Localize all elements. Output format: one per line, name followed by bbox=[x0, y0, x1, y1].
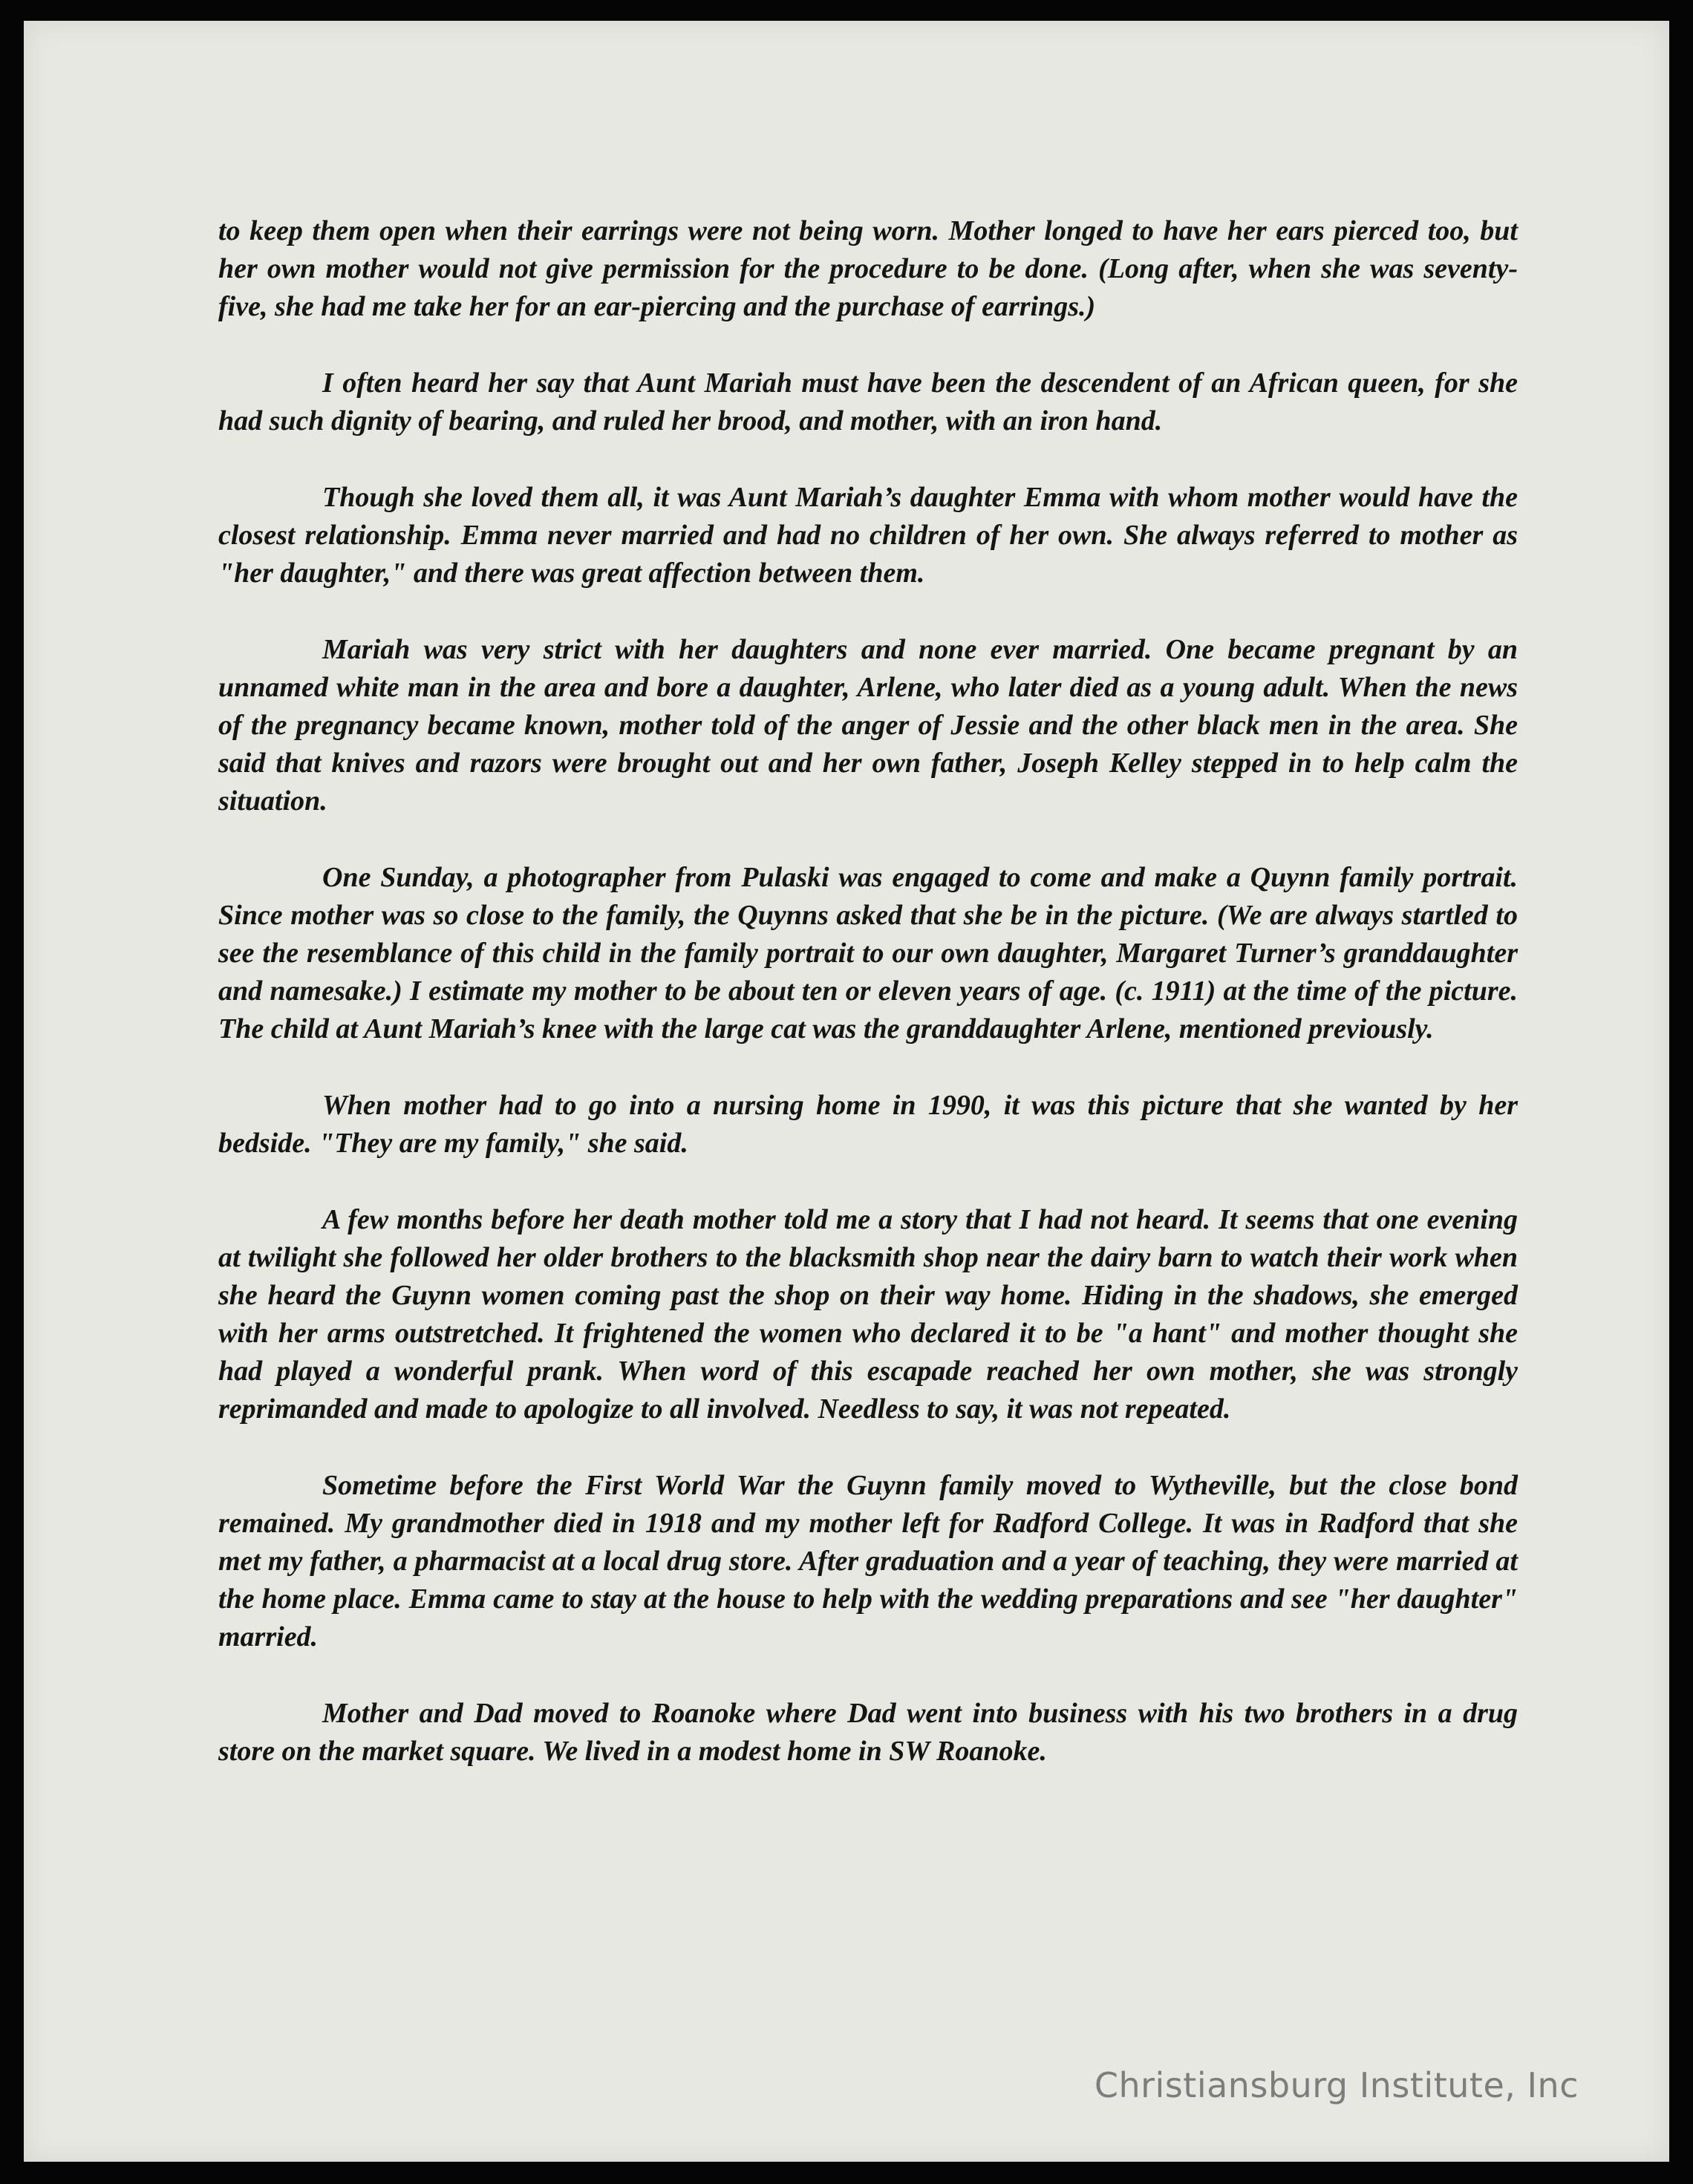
watermark-text: Christiansburg Institute, Inc bbox=[1094, 2065, 1579, 2105]
paragraph-7: A few months before her death mother told me a story that I had not heard. It seems that one evening at twilight she followed her older brothers to the blacksmith shop near the dairy barn to watch their work when she heard the Guynn women coming past the shop on their way home. Hiding in the shadows, she emerged with her arms outstretched. It frightened the women who declared it to be "a hant" and mother thought she had played a wonderful prank. When word of this escapade reached her own mother, she was strongly reprimanded and made to apologize to all involved. Needless to say, it was not repeated. bbox=[218, 1204, 1518, 1425]
paragraph-3: Though she loved them all, it was Aunt Mariah’s daughter Emma with whom mother would have the closest relationship. Emma never married and had no children of her own. She always referred to mother as "her daughter," and there was great affection between them. bbox=[218, 482, 1518, 589]
document-body bbox=[218, 212, 1518, 1809]
paragraph-6: When mother had to go into a nursing home in 1990, it was this picture that she wanted by her bedside. "They are my family," she said. bbox=[218, 1090, 1518, 1159]
paragraph-5: One Sunday, a photographer from Pulaski was engaged to come and make a Quynn family portrait. Since mother was so close to the family, the Quynns asked that she be in the picture. (We are always startled to see the resemblance of this child in the family portrait to our own daughter, Margaret Turner’s granddaughter and namesake.) I estimate my mother to be about ten or eleven years of age. (c. 1911) at the time of the picture. The child at Aunt Mariah’s knee with the large cat was the granddaughter Arlene, mentioned previously. bbox=[218, 862, 1518, 1044]
paragraph-8: Sometime before the First World War the Guynn family moved to Wytheville, but the close bond remained. My grandmother died in 1918 and my mother left for Radford College. It was in Radford that she met my father, a pharmacist at a local drug store. After graduation and a year of teaching, they were married at the home place. Emma came to stay at the house to help with the wedding preparations and see "her daughter" married. bbox=[218, 1470, 1518, 1652]
paper-sheet bbox=[24, 21, 1669, 2162]
paragraph-2: I often heard her say that Aunt Mariah must have been the descendent of an African queen, for she had such dignity of bearing, and ruled her brood, and mother, with an iron hand. bbox=[218, 367, 1518, 437]
paragraph-1: to keep them open when their earrings were not being worn. Mother longed to have her ears pierced too, but her own mother would not give permission for the procedure to be done. (Long after, when she was seventy-five, she had me take her for an ear-piercing and the purchase of earrings.) bbox=[218, 215, 1518, 322]
paragraph-4: Mariah was very strict with her daughters and none ever married. One became pregnant by an unnamed white man in the area and bore a daughter, Arlene, who later died as a young adult. When the news of the pregnancy became known, mother told of the anger of Jessie and the other black men in the area. She said that knives and razors were brought out and her own father, Joseph Kelley stepped in to help calm the situation. bbox=[218, 634, 1518, 817]
paragraph-9: Mother and Dad moved to Roanoke where Dad went into business with his two brothers in a drug store on the market square. We lived in a modest home in SW Roanoke. bbox=[218, 1698, 1518, 1767]
